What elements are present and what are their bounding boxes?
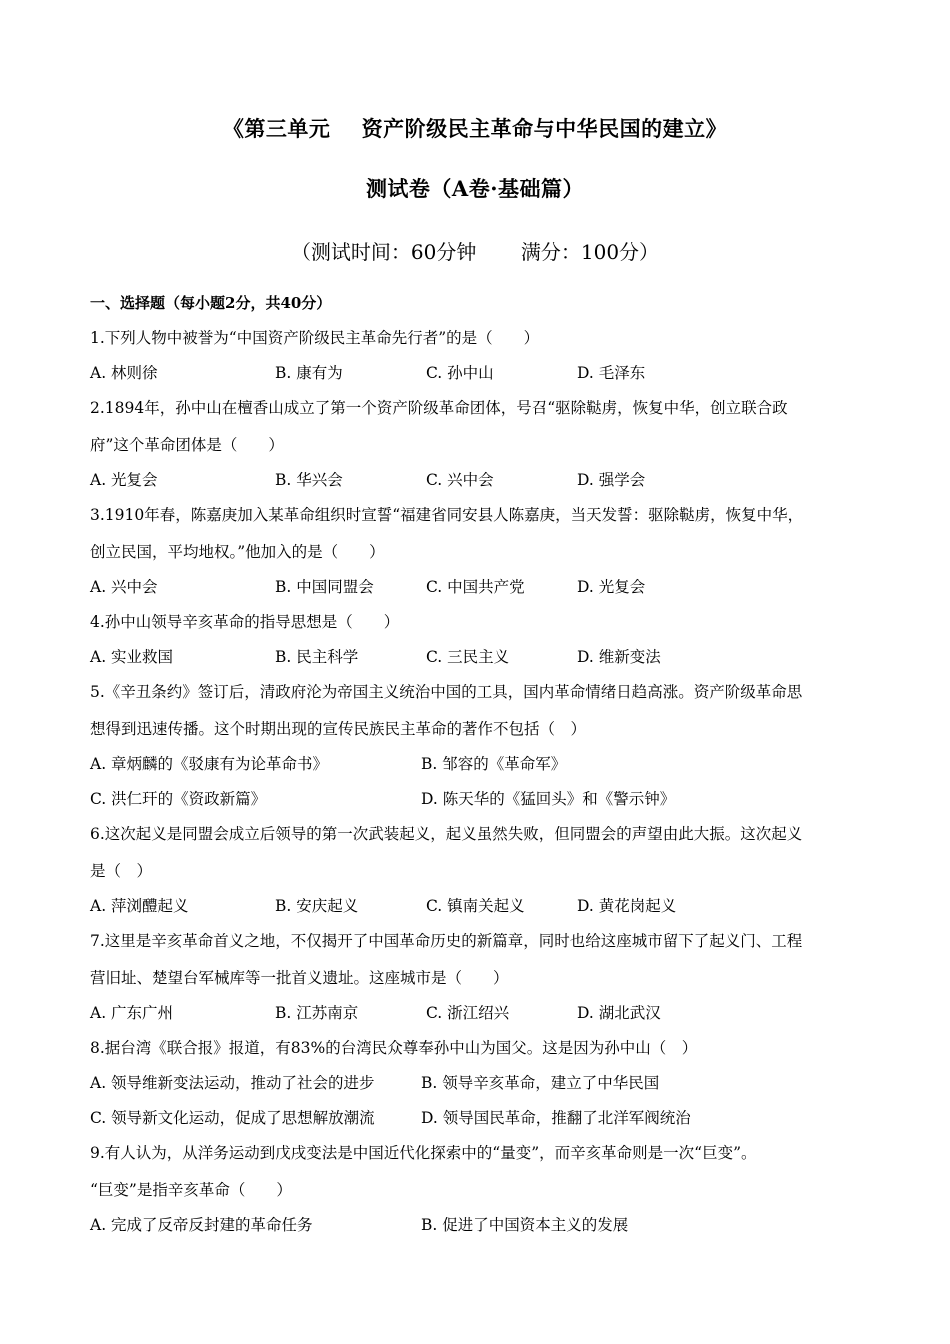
question-3-line-2: 创立民国，平均地权。”他加入的是（ ） — [90, 543, 385, 561]
question-1-option-a: A. 林则徐 — [90, 364, 158, 382]
question-7-option-b: B. 江苏南京 — [275, 1004, 359, 1022]
doc-subtitle: （测试时间：60分钟 满分：100分） — [290, 240, 660, 264]
question-3-option-b: B. 中国同盟会 — [275, 578, 374, 596]
question-7-option-d: D. 湖北武汉 — [577, 1004, 661, 1022]
question-5-option-b: B. 邹容的《革命军》 — [421, 755, 567, 773]
question-7-option-c: C. 浙江绍兴 — [426, 1004, 510, 1022]
question-9-line-1: 9.有人认为，从洋务运动到戊戌变法是中国近代化探索中的“量变”，而辛亥革命则是一次“巨变”。 — [90, 1144, 757, 1162]
question-6-line-2: 是（ ） — [90, 862, 153, 880]
section-heading: 一、选择题（每小题2分，共40分） — [90, 294, 332, 312]
question-2-option-d: D. 强学会 — [577, 471, 646, 489]
question-6-option-d: D. 黄花岗起义 — [577, 897, 677, 915]
question-4-option-c: C. 三民主义 — [426, 648, 510, 666]
question-7-line-1: 7.这里是辛亥革命首义之地，不仅揭开了中国革命历史的新篇章，同时也给这座城市留下了起义门、工程 — [90, 932, 803, 950]
question-8-line-1: 8.据台湾《联合报》报道，有83%的台湾民众尊奉孙中山为国父。这是因为孙中山（ ） — [90, 1039, 698, 1057]
question-9-option-a: A. 完成了反帝反封建的革命任务 — [90, 1216, 313, 1234]
question-4-line-1: 4.孙中山领导辛亥革命的指导思想是（ ） — [90, 613, 400, 631]
question-3-option-d: D. 光复会 — [577, 578, 646, 596]
question-7-option-a: A. 广东广州 — [90, 1004, 174, 1022]
question-2-line-2: 府”这个革命团体是（ ） — [90, 436, 284, 454]
question-1-line-1: 1.下列人物中被誉为“中国资产阶级民主革命先行者”的是（ ） — [90, 329, 540, 347]
question-6-line-1: 6.这次起义是同盟会成立后领导的第一次武装起义，起义虽然失败，但同盟会的声望由此大振。这次起义 — [90, 825, 803, 843]
question-5-option-c: C. 洪仁玕的《资政新篇》 — [90, 790, 267, 808]
question-6-option-a: A. 萍浏醴起义 — [90, 897, 189, 915]
question-8-option-c: C. 领导新文化运动，促成了思想解放潮流 — [90, 1109, 375, 1127]
question-6-option-b: B. 安庆起义 — [275, 897, 359, 915]
question-2-option-a: A. 光复会 — [90, 471, 158, 489]
question-3-option-a: A. 兴中会 — [90, 578, 158, 596]
doc-title-line2: 测试卷（A卷·基础篇） — [365, 176, 585, 201]
question-4-option-b: B. 民主科学 — [275, 648, 359, 666]
question-1-option-c: C. 孙中山 — [426, 364, 494, 382]
question-8-option-b: B. 领导辛亥革命，建立了中华民国 — [421, 1074, 660, 1092]
question-5-line-2: 想得到迅速传播。这个时期出现的宣传民族民主革命的著作不包括（ ） — [90, 720, 587, 738]
question-5-option-d: D. 陈天华的《猛回头》和《警示钟》 — [421, 790, 676, 808]
question-7-line-2: 营旧址、楚望台军械库等一批首义遗址。这座城市是（ ） — [90, 969, 509, 987]
question-8-option-a: A. 领导维新变法运动，推动了社会的进步 — [90, 1074, 375, 1092]
doc-title-line1: 《第三单元 资产阶级民主革命与中华民国的建立》 — [222, 116, 728, 141]
question-1-option-d: D. 毛泽东 — [577, 364, 646, 382]
question-8-option-d: D. 领导国民革命，推翻了北洋军阀统治 — [421, 1109, 691, 1127]
question-2-line-1: 2.1894年，孙中山在檀香山成立了第一个资产阶级革命团体，号召“驱除鞑虏，恢复中华，创立联合政 — [90, 399, 788, 417]
question-3-option-c: C. 中国共产党 — [426, 578, 525, 596]
question-9-option-b: B. 促进了中国资本主义的发展 — [421, 1216, 629, 1234]
question-3-line-1: 3.1910年春，陈嘉庚加入某革命组织时宣誓“福建省同安县人陈嘉庚，当天发誓：驱除鞑虏，恢复中华， — [90, 506, 804, 524]
question-5-line-1: 5.《辛丑条约》签订后，清政府沦为帝国主义统治中国的工具，国内革命情绪日趋高涨。资产阶级革命思 — [90, 683, 803, 701]
question-4-option-a: A. 实业救国 — [90, 648, 174, 666]
question-9-line-2: “巨变”是指辛亥革命（ ） — [90, 1181, 292, 1199]
question-2-option-b: B. 华兴会 — [275, 471, 343, 489]
question-5-option-a: A. 章炳麟的《驳康有为论革命书》 — [90, 755, 329, 773]
question-6-option-c: C. 镇南关起义 — [426, 897, 525, 915]
question-1-option-b: B. 康有为 — [275, 364, 343, 382]
question-2-option-c: C. 兴中会 — [426, 471, 494, 489]
question-4-option-d: D. 维新变法 — [577, 648, 661, 666]
